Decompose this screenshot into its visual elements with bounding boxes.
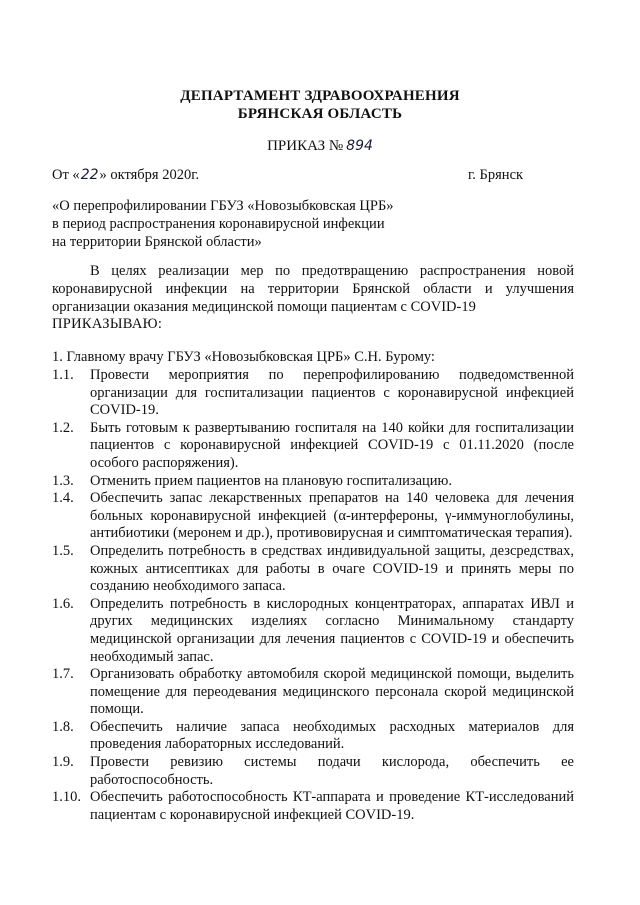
item-text: Определить потребность в кислородных концентраторах, аппаратах ИВЛ и других медицинских изделиях согласно Минимальному стандарту медицинской организации для лечения пациентов с COVID-19 и обеспечить необходимый запас. <box>90 595 574 665</box>
order-label: ПРИКАЗ № <box>267 138 344 154</box>
list-item <box>52 473 574 491</box>
list-item <box>52 789 574 824</box>
item-number: 1.4. <box>52 490 74 507</box>
list-item <box>52 666 574 719</box>
list-item <box>52 719 574 754</box>
order-number: 894 <box>346 138 373 154</box>
preamble-paragraph: В целях реализации мер по предотвращению распространения новой коронавирусной инфекции на территории Брянской области и улучшения организации оказания медицинской помощи пациентам с COVID-19 <box>52 263 574 315</box>
list-item-1: 1. Главному врачу ГБУЗ «Новозыбковская ЦРБ» С.Н. Бурому: <box>52 349 435 365</box>
order-date <box>52 167 199 184</box>
date-suffix: » октября 2020г. <box>99 167 200 183</box>
order-title <box>0 138 640 155</box>
department-title: ДЕПАРТАМЕНТ ЗДРАВООХРАНЕНИЯ <box>180 88 460 104</box>
item-text: Обеспечить запас лекарственных препаратов на 140 человека для лечения больных коронавирусной инфекцией (α-интерфероны, γ-иммуноглобулины, антибиотики (меронем и др.), противовирусная и симптоматическая терапия). <box>90 490 574 542</box>
item-text: Отменить прием пациентов на плановую госпитализацию. <box>90 472 452 489</box>
item-number: 1.5. <box>52 542 74 559</box>
date-prefix: От « <box>52 167 80 183</box>
sub-items-list <box>52 367 574 824</box>
list-item <box>52 596 574 666</box>
list-item <box>52 754 574 789</box>
item-number: 1.6. <box>52 595 74 612</box>
subject-line: на территории Брянской области» <box>52 234 262 250</box>
item-number: 1.1. <box>52 367 74 383</box>
item-text: Определить потребность в средствах индивидуальной защиты, дезсредствах, кожных антисептиках для работы в очаге COVID-19 и принять меры по созданию необходимого запаса. <box>90 542 574 595</box>
order-word: ПРИКАЗЫВАЮ: <box>52 316 163 332</box>
order-city: г. Брянск <box>468 167 524 183</box>
subject-line: «О перепрофилировании ГБУЗ «Новозыбковская ЦРБ» <box>52 198 394 214</box>
item-number: 1.7. <box>52 666 74 683</box>
date-day: 22 <box>80 167 99 183</box>
item-number: 1.10. <box>52 789 81 806</box>
list-item <box>52 420 574 473</box>
item-number: 1.9. <box>52 754 74 771</box>
item-text: Быть готовым к развертыванию госпиталя на 140 койки для госпитализации пациентов с коронавирусной инфекцией COVID-19 с 01.11.2020 (после особого распоряжения). <box>90 419 574 471</box>
list-item <box>52 490 574 543</box>
item-number: 1.2. <box>52 419 74 436</box>
list-item <box>52 543 574 596</box>
item-text: Провести ревизию системы подачи кислорода, обеспечить ее работоспособность. <box>90 754 574 788</box>
item-number: 1.8. <box>52 718 74 735</box>
item-text: Обеспечить работоспособность КТ-аппарата и проведение КТ-исследований пациентам с коронавирусной инфекцией COVID-19. <box>90 789 574 823</box>
list-item <box>52 367 574 420</box>
item-text: Провести мероприятия по перепрофилированию подведомственной организации для госпитализации пациентов с коронавирусной инфекцией COVID-19. <box>90 367 574 419</box>
region-title: БРЯНСКАЯ ОБЛАСТЬ <box>237 106 403 122</box>
item-text: Обеспечить наличие запаса необходимых расходных материалов для проведения лабораторных исследований. <box>90 718 574 753</box>
item-number: 1.3. <box>52 472 74 489</box>
item-text: Организовать обработку автомобиля скорой медицинской помощи, выделить помещение для переодевания медицинского персонала скорой медицинской помощи. <box>90 666 574 718</box>
subject-line: в период распространения коронавирусной инфекции <box>52 216 385 232</box>
order-subject <box>52 197 394 251</box>
